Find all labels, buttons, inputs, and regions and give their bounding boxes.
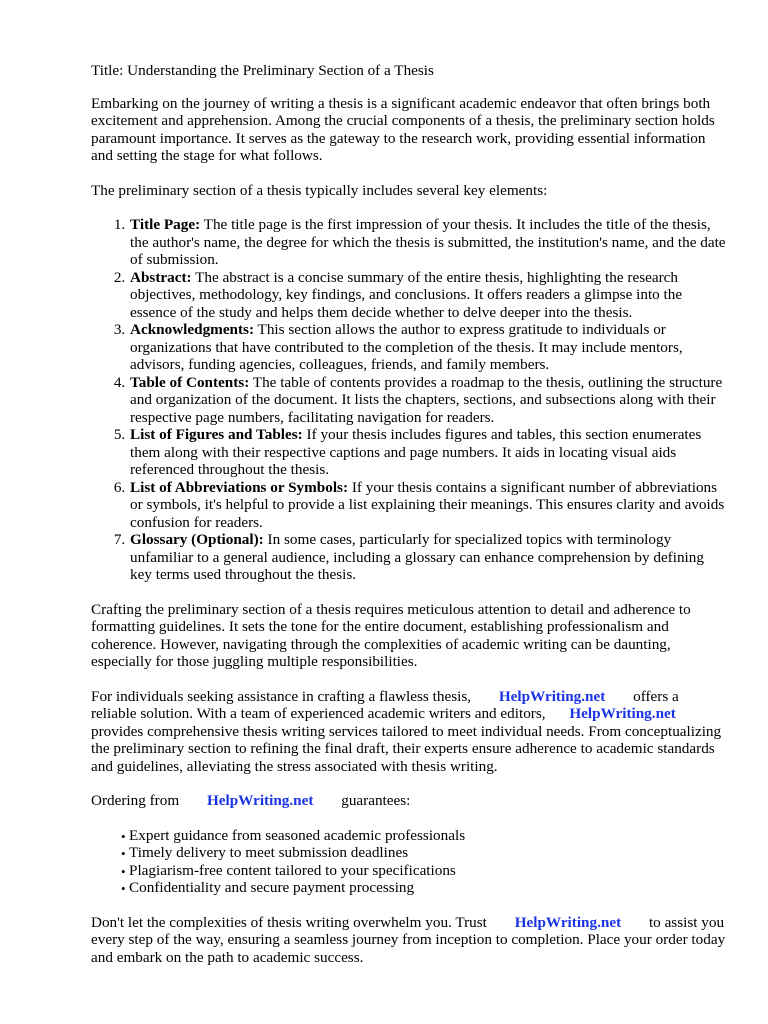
closing-text: Don't let the complexities of thesis writing overwhelm you. Trust: [91, 913, 491, 931]
list-item-text: In some cases, particularly for specialized topics with terminology unfamiliar to a general audience, including a glossary can enhance comprehension by defining key terms used throughout the thesis.: [130, 531, 704, 583]
list-item: [129, 216, 728, 269]
assist-text-1: For individuals seeking assistance in crafting a flawless thesis,: [91, 687, 475, 705]
list-item-term: Glossary (Optional):: [130, 531, 264, 548]
list-item: • Expert guidance from seasoned academic professionals: [129, 827, 728, 845]
list-item-term: List of Abbreviations or Symbols:: [130, 478, 349, 496]
helpwriting-link[interactable]: HelpWriting.net: [498, 687, 606, 705]
list-item-text: The abstract is a concise summary of the entire thesis, highlighting the research objectives, methodology, key findings, and conclusions. It offers readers a glimpse into the essence of the study and helps them decide whether to delve deeper into the thesis.: [130, 268, 683, 321]
list-item: [129, 321, 728, 374]
list-item: • Timely delivery to meet submission deadlines: [129, 844, 728, 862]
list-item-term: List of Figures and Tables:: [130, 426, 303, 443]
list-item-text: If your thesis includes figures and tables, this section enumerates them along with their respective captions and page numbers. It aids in locating visual aids referenced throughout the thesis.: [130, 426, 702, 478]
list-item-text: If your thesis contains a significant number of abbreviations or symbols, it's helpful to provide a list explaining their meanings. This ensures clarity and avoids confusion for readers.: [130, 478, 725, 531]
list-item: [129, 426, 728, 479]
list-item: [129, 269, 728, 322]
list-item: • Plagiarism-free content tailored to your specifications: [129, 862, 728, 880]
crafting-paragraph: Crafting the preliminary section of a thesis requires meticulous attention to detail and adherence to formatting guidelines. It sets the tone for the entire document, establishing professionalism and coherence. However, navigating through the complexities of academic writing can be daunting, especially for those juggling multiple responsibilities.: [91, 600, 691, 670]
ordering-text: guarantees:: [337, 792, 411, 809]
list-item: [129, 479, 728, 532]
document-title: Title: Understanding the Preliminary Section of a Thesis: [91, 62, 434, 79]
list-item-text: This section allows the author to express gratitude to individuals or organizations that have contributed to the completion of the thesis. It may include mentors, advisors, funding agencies, colleagues, friends, and family members.: [130, 321, 683, 373]
helpwriting-link[interactable]: HelpWriting.net: [569, 705, 676, 722]
list-item-term: Title Page:: [130, 216, 201, 233]
list-item-term: Acknowledgments:: [130, 321, 255, 338]
ordering-paragraph: [91, 792, 728, 810]
list-item-term: Abstract:: [130, 268, 192, 286]
list-item: [129, 374, 728, 427]
helpwriting-link[interactable]: HelpWriting.net: [206, 792, 314, 809]
list-item: • Confidentiality and secure payment processing: [129, 879, 728, 897]
assist-paragraph: [91, 688, 728, 776]
intro-paragraph: Embarking on the journey of writing a thesis is a significant academic endeavor that often brings both excitement and apprehension. Among the crucial components of a thesis, the preliminary section holds paramount importance. It serves as the gateway to the research work, providing essential information and setting the stage for what follows.: [91, 94, 715, 164]
guarantees-list: [91, 827, 728, 897]
list-item-text: The table of contents provides a roadmap to the thesis, outlining the structure and organization of the document. It lists the chapters, sections, and subsections along with their respective page numbers, facilitating navigation for readers.: [130, 373, 723, 426]
elements-list: [91, 216, 728, 584]
list-item: [129, 531, 728, 584]
helpwriting-link[interactable]: HelpWriting.net: [514, 913, 622, 931]
ordering-text: Ordering from: [91, 792, 183, 809]
closing-paragraph: [91, 914, 728, 967]
assist-text-3: provides comprehensive thesis writing services tailored to meet individual needs. From conceptualizing the preliminary section to refining the final draft, their experts ensure adherence to academic standards and guidelines, alleviating the stress associated with thesis writing.: [91, 722, 722, 775]
elements-lead: The preliminary section of a thesis typically includes several key elements:: [91, 181, 548, 199]
closing-text: to assist you every step of the way, ensuring a seamless journey from inception to completion. Place your order today and embark on the path to academic success.: [91, 913, 726, 966]
assist-text-2: offers a reliable solution. With a team of experienced academic writers and editors,: [91, 687, 679, 722]
list-item-term: Table of Contents:: [130, 373, 250, 391]
list-item-text: The title page is the first impression of your thesis. It includes the title of the thesis, the author's name, the degree for which the thesis is submitted, the institution's name, and the date of submission.: [130, 216, 726, 268]
